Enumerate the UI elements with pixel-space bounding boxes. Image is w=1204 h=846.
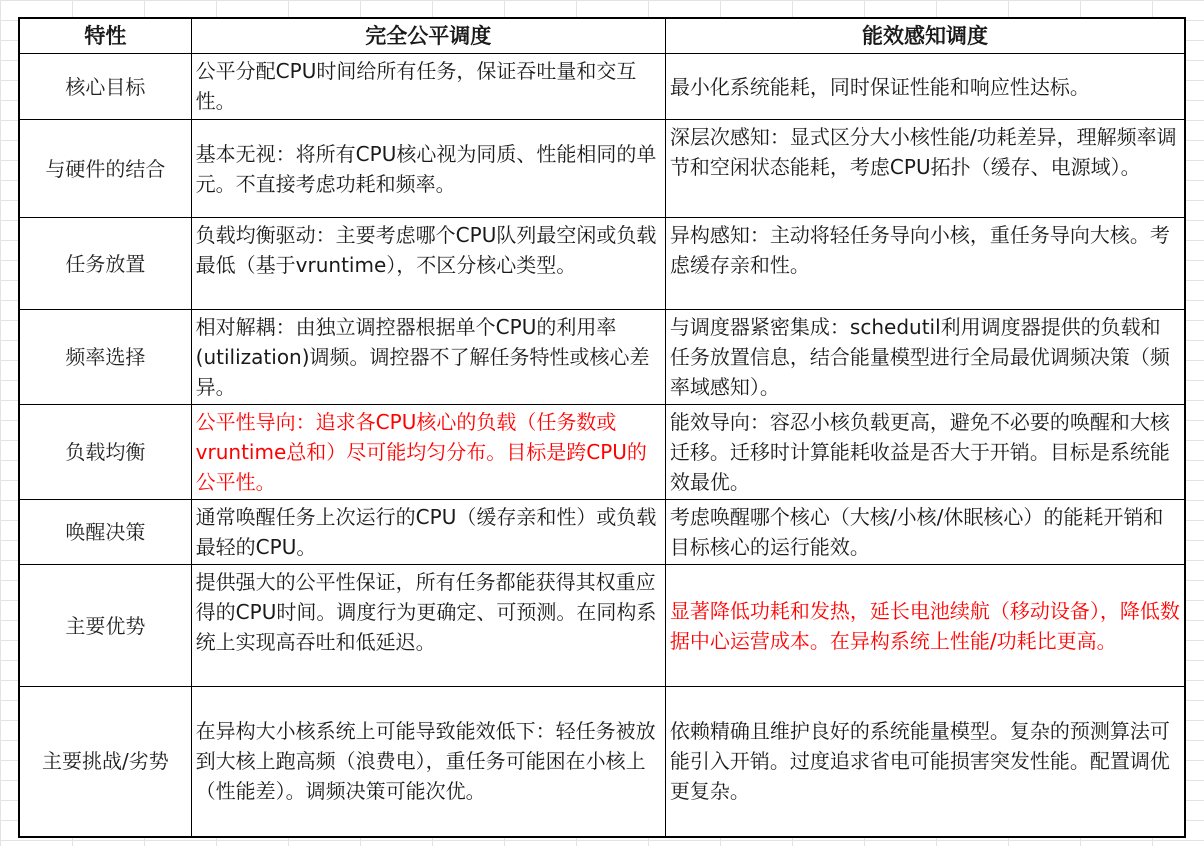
comparison-table (18, 17, 1186, 838)
cell-cfs-frequency[interactable]: 相对解耦：由独立调控器根据单个CPU的利用率(utilization)调频。调控器不了解任务特性或核心差异。 (191, 310, 665, 405)
header-eas[interactable]: 能效感知调度 (665, 18, 1185, 54)
table-row (19, 218, 1185, 310)
table-row (19, 120, 1185, 218)
table-row (19, 687, 1185, 837)
cell-eas-goal[interactable]: 最小化系统能耗，同时保证性能和响应性达标。 (665, 54, 1185, 120)
cell-cfs-balance[interactable]: 公平性导向：追求各CPU核心的负载（任务数或vruntime总和）尽可能均匀分布。目标是跨CPU的公平性。 (191, 405, 665, 500)
table-row (19, 405, 1185, 500)
row-feature-goal[interactable]: 核心目标 (19, 54, 191, 120)
cell-eas-hardware[interactable]: 深层次感知：显式区分大小核性能/功耗差异，理解频率调节和空闲状态能耗，考虑CPU拓扑（缓存、电源域）。 (665, 120, 1185, 218)
row-feature-challenge[interactable]: 主要挑战/劣势 (19, 687, 191, 837)
cell-eas-advantage[interactable]: 显著降低功耗和发热，延长电池续航（移动设备），降低数据中心运营成本。在异构系统上性能/功耗比更高。 (665, 565, 1185, 687)
cell-eas-frequency[interactable]: 与调度器紧密集成：schedutil利用调度器提供的负载和任务放置信息，结合能量模型进行全局最优调频决策（频率域感知）。 (665, 310, 1185, 405)
header-feature[interactable]: 特性 (19, 18, 191, 54)
cell-eas-wakeup[interactable]: 考虑唤醒哪个核心（大核/小核/休眠核心）的能耗开销和目标核心的运行能效。 (665, 500, 1185, 565)
cell-eas-balance[interactable]: 能效导向：容忍小核负载更高，避免不必要的唤醒和大核迁移。迁移时计算能耗收益是否大于开销。目标是系统能效最优。 (665, 405, 1185, 500)
cell-cfs-goal[interactable]: 公平分配CPU时间给所有任务，保证吞吐量和交互性。 (191, 54, 665, 120)
cell-eas-placement[interactable]: 异构感知：主动将轻任务导向小核，重任务导向大核。考虑缓存亲和性。 (665, 218, 1185, 310)
header-cfs[interactable]: 完全公平调度 (191, 18, 665, 54)
cell-cfs-placement[interactable]: 负载均衡驱动：主要考虑哪个CPU队列最空闲或负载最低（基于vruntime），不区分核心类型。 (191, 218, 665, 310)
header-row (19, 18, 1185, 54)
row-feature-frequency[interactable]: 频率选择 (19, 310, 191, 405)
cell-cfs-wakeup[interactable]: 通常唤醒任务上次运行的CPU（缓存亲和性）或负载最轻的CPU。 (191, 500, 665, 565)
row-feature-placement[interactable]: 任务放置 (19, 218, 191, 310)
cell-cfs-advantage[interactable]: 提供强大的公平性保证，所有任务都能获得其权重应得的CPU时间。调度行为更确定、可预测。在同构系统上实现高吞吐和低延迟。 (191, 565, 665, 687)
row-feature-wakeup[interactable]: 唤醒决策 (19, 500, 191, 565)
row-feature-balance[interactable]: 负载均衡 (19, 405, 191, 500)
table-row (19, 310, 1185, 405)
row-feature-advantage[interactable]: 主要优势 (19, 565, 191, 687)
row-feature-hardware[interactable]: 与硬件的结合 (19, 120, 191, 218)
cell-eas-challenge[interactable]: 依赖精确且维护良好的系统能量模型。复杂的预测算法可能引入开销。过度追求省电可能损害突发性能。配置调优更复杂。 (665, 687, 1185, 837)
table-row (19, 565, 1185, 687)
table-row (19, 54, 1185, 120)
cell-cfs-challenge[interactable]: 在异构大小核系统上可能导致能效低下：轻任务被放到大核上跑高频（浪费电），重任务可能困在小核上（性能差）。调频决策可能次优。 (191, 687, 665, 837)
cell-cfs-hardware[interactable]: 基本无视：将所有CPU核心视为同质、性能相同的单元。不直接考虑功耗和频率。 (191, 120, 665, 218)
table-row (19, 500, 1185, 565)
